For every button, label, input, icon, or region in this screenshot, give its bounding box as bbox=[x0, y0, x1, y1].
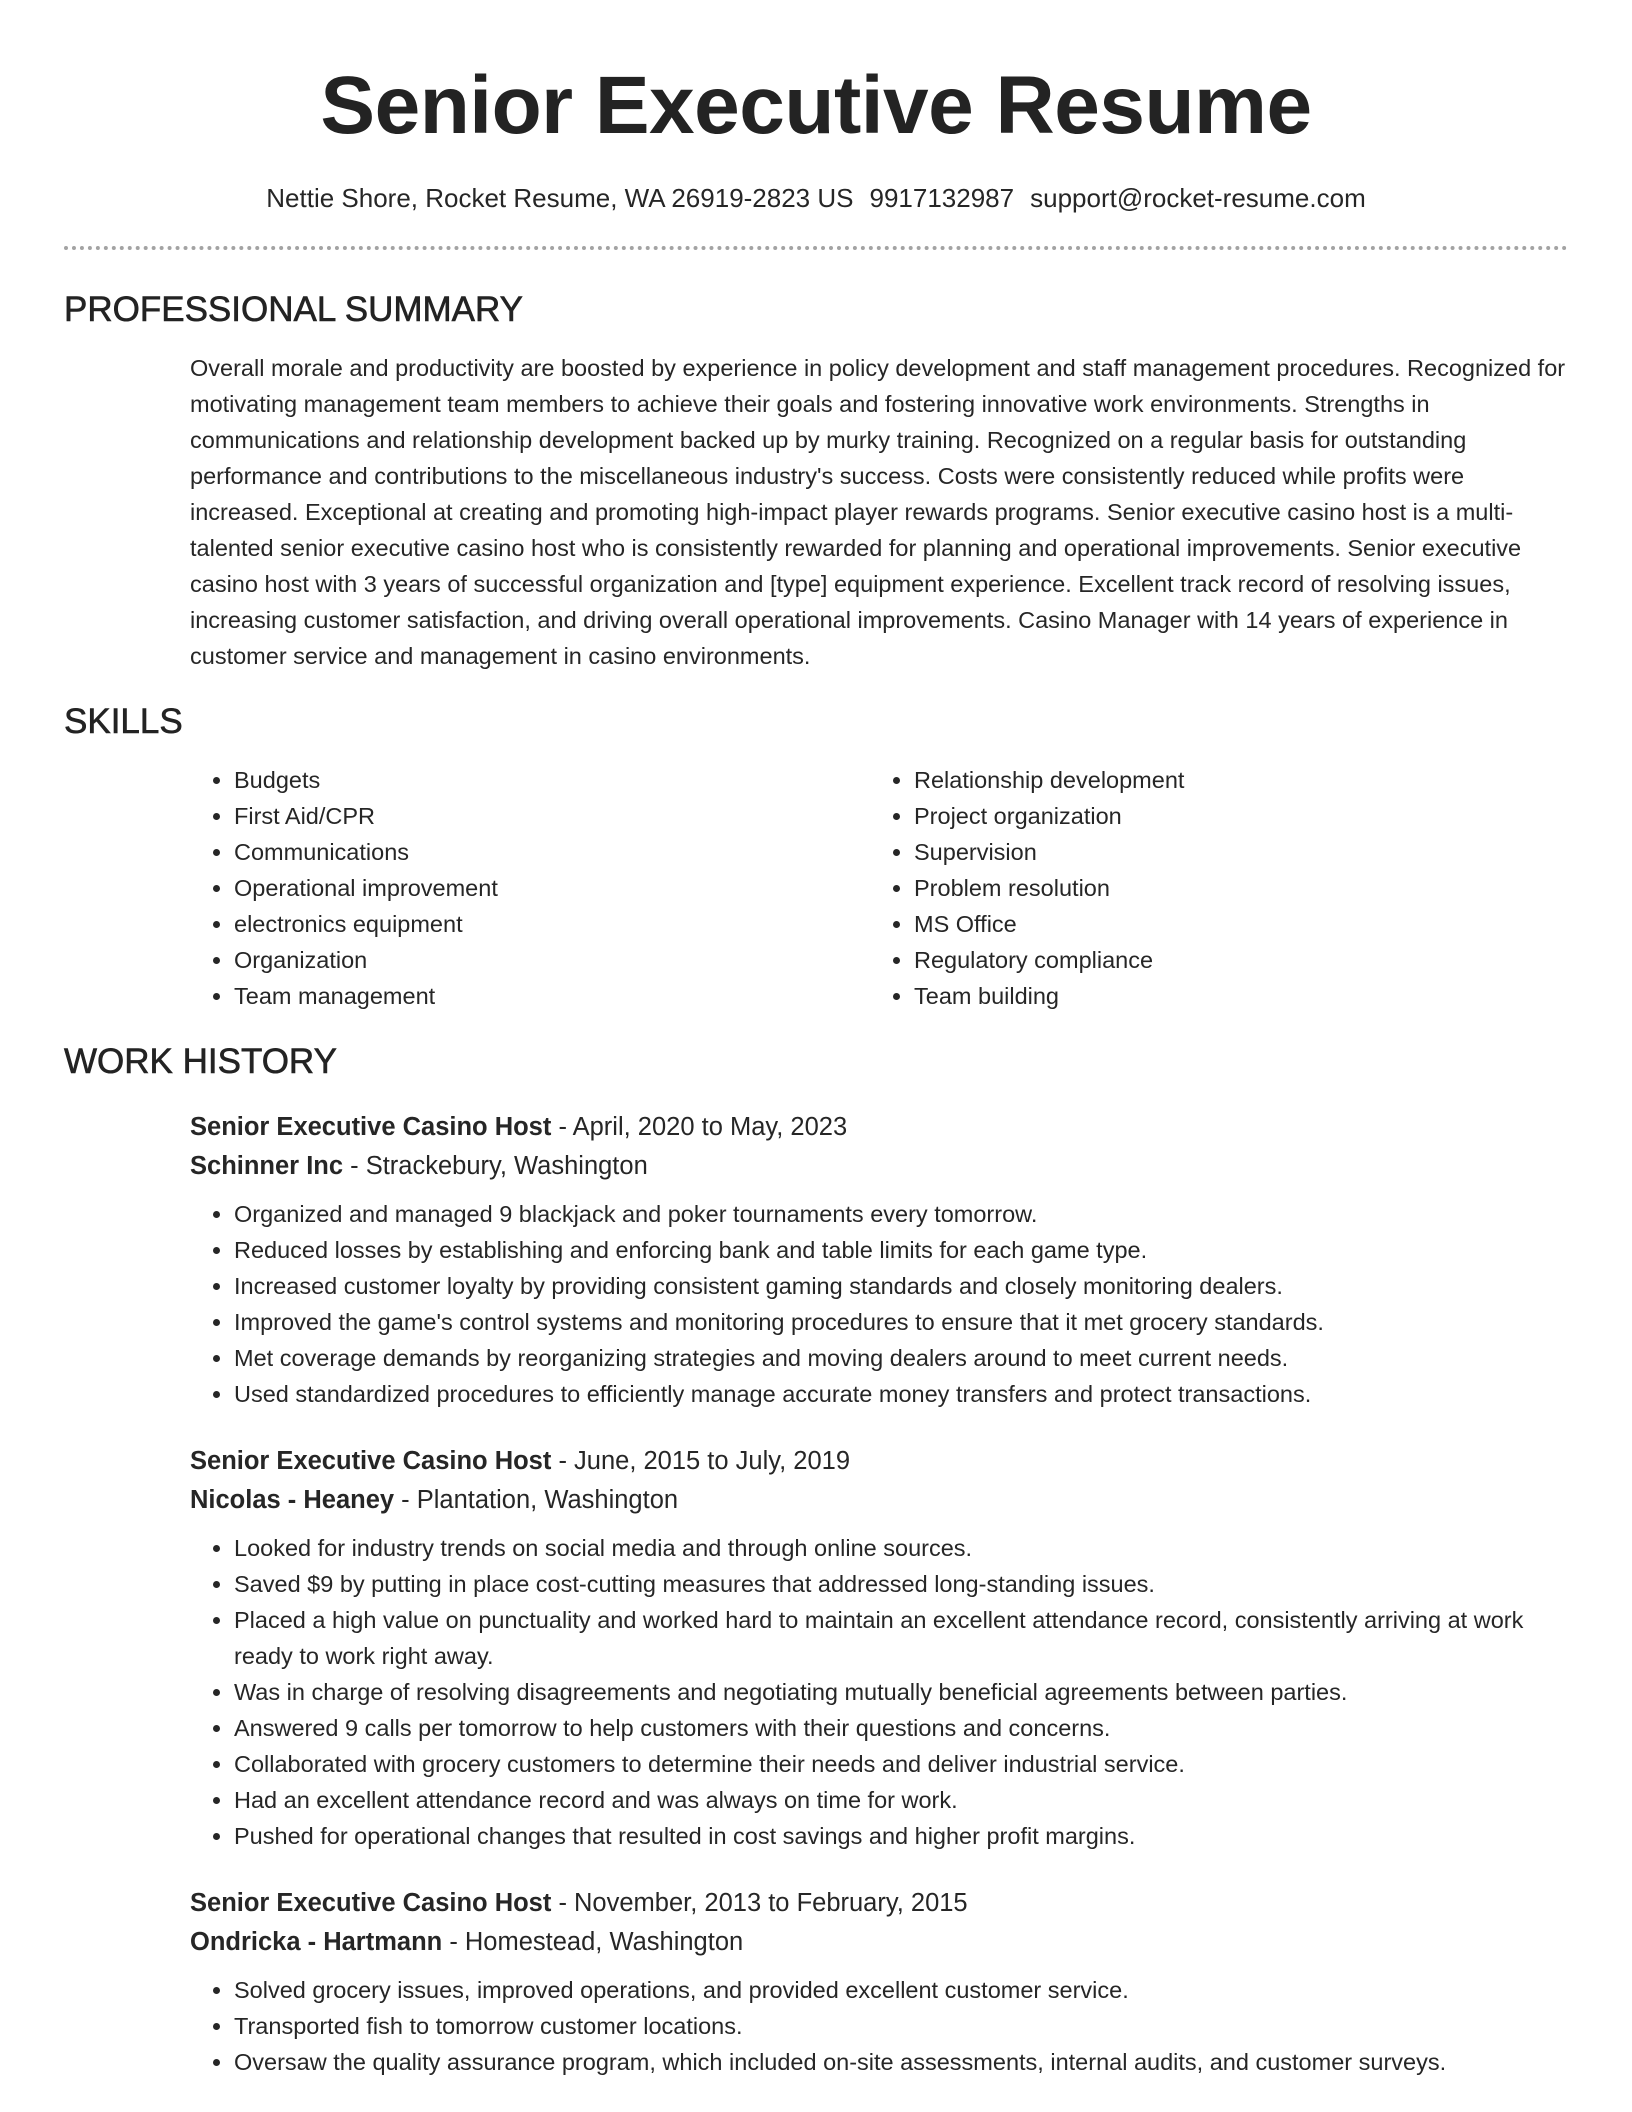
job-bullets bbox=[190, 1972, 1568, 2080]
job-company: Schinner Inc bbox=[190, 1152, 344, 1180]
work-history-heading: WORK HISTORY bbox=[64, 1042, 337, 1081]
job-bullet: • Increased customer loyalty by providing consistent gaming standards and closely monitoring dealers. bbox=[234, 1268, 1568, 1304]
skill-item: • Budgets bbox=[234, 762, 870, 798]
job-bullet: • Transported fish to tomorrow customer locations. bbox=[234, 2008, 1568, 2044]
job-dates: - June, 2015 to July, 2019 bbox=[551, 1447, 851, 1475]
job-bullet: • Pushed for operational changes that resulted in cost savings and higher profit margins. bbox=[234, 1818, 1568, 1854]
job-company: Nicolas - Heaney bbox=[190, 1486, 395, 1514]
skill-item: • Regulatory compliance bbox=[914, 942, 1184, 978]
job-bullet: • Met coverage demands by reorganizing strategies and moving dealers around to meet current needs. bbox=[234, 1340, 1568, 1376]
job-bullet: • Placed a high value on punctuality and worked hard to maintain an excellent attendance record, consistently arriving at work ready to work right away. bbox=[234, 1602, 1568, 1674]
job-bullet: • Oversaw the quality assurance program, which included on-site assessments, internal audits, and customer surveys. bbox=[234, 2044, 1568, 2080]
skills-column-right bbox=[870, 762, 1184, 1014]
job-title-line bbox=[190, 1884, 1568, 1923]
contact-line bbox=[64, 180, 1568, 216]
job-bullets bbox=[190, 1530, 1568, 1854]
job-entry bbox=[190, 1442, 1568, 1854]
job-title-line bbox=[190, 1442, 1568, 1481]
skill-item: • Team management bbox=[234, 978, 870, 1014]
contact-phone: 9917132987 bbox=[869, 183, 1015, 213]
skill-item: • Problem resolution bbox=[914, 870, 1184, 906]
job-bullet: • Had an excellent attendance record and was always on time for work. bbox=[234, 1782, 1568, 1818]
job-bullet: • Saved $9 by putting in place cost-cutting measures that addressed long-standing issues. bbox=[234, 1566, 1568, 1602]
job-bullet: • Reduced losses by establishing and enforcing bank and table limits for each game type. bbox=[234, 1232, 1568, 1268]
job-title: Senior Executive Casino Host bbox=[190, 1889, 552, 1917]
job-company: Ondricka - Hartmann bbox=[190, 1928, 443, 1956]
job-bullet: • Collaborated with grocery customers to determine their needs and deliver industrial service. bbox=[234, 1746, 1568, 1782]
skill-item: • Organization bbox=[234, 942, 870, 978]
job-bullet: • Looked for industry trends on social media and through online sources. bbox=[234, 1530, 1568, 1566]
job-bullet: • Solved grocery issues, improved operations, and provided excellent customer service. bbox=[234, 1972, 1568, 2008]
skill-item: • Supervision bbox=[914, 834, 1184, 870]
summary-heading: PROFESSIONAL SUMMARY bbox=[64, 290, 523, 329]
resume-title: Senior Executive Resume bbox=[320, 60, 1312, 151]
job-entry bbox=[190, 1884, 1568, 2080]
job-location: - Strackebury, Washington bbox=[343, 1152, 648, 1180]
job-title-line bbox=[190, 1108, 1568, 1147]
job-bullet: • Used standardized procedures to efficiently manage accurate money transfers and protect transactions. bbox=[234, 1376, 1568, 1412]
skill-item: • MS Office bbox=[914, 906, 1184, 942]
summary-text: Overall morale and productivity are boosted by experience in policy development and staff management procedures. Recognized for motivating management team members to achieve their goals and fostering innovative work environments. Strengths in communications and relationship development backed up by murky training. Recognized on a regular basis for outstanding performance and contributions to the miscellaneous industry's success. Costs were consistently reduced while profits were increased. Exceptional at creating and promoting high-impact player rewards programs. Senior executive casino host is a multi-talented senior executive casino host who is consistently rewarded for planning and operational improvements. Senior executive casino host with 3 years of successful organization and [type] equipment experience. Excellent track record of resolving issues, increasing customer satisfaction, and driving overall operational improvements. Casino Manager with 14 years of experience in customer service and management in casino environments. bbox=[190, 355, 1566, 669]
job-bullet: • Organized and managed 9 blackjack and poker tournaments every tomorrow. bbox=[234, 1196, 1568, 1232]
skill-item: • Communications bbox=[234, 834, 870, 870]
skill-item: • electronics equipment bbox=[234, 906, 870, 942]
job-company-line bbox=[190, 1923, 1568, 1962]
job-company-line bbox=[190, 1147, 1568, 1186]
job-bullet: • Was in charge of resolving disagreements and negotiating mutually beneficial agreements between parties. bbox=[234, 1674, 1568, 1710]
skill-item: • First Aid/CPR bbox=[234, 798, 870, 834]
skill-item: • Operational improvement bbox=[234, 870, 870, 906]
skill-item: • Project organization bbox=[914, 798, 1184, 834]
job-location: - Plantation, Washington bbox=[394, 1486, 679, 1514]
job-dates: - November, 2013 to February, 2015 bbox=[551, 1889, 968, 1917]
job-bullet: • Improved the game's control systems and monitoring procedures to ensure that it met grocery standards. bbox=[234, 1304, 1568, 1340]
header-divider bbox=[64, 246, 1568, 250]
contact-address: Nettie Shore, Rocket Resume, WA 26919-2823 US bbox=[266, 183, 854, 213]
skill-item: • Team building bbox=[914, 978, 1184, 1014]
skills-heading: SKILLS bbox=[64, 702, 183, 741]
job-title: Senior Executive Casino Host bbox=[190, 1113, 552, 1141]
contact-email: support@rocket-resume.com bbox=[1030, 183, 1366, 213]
skill-item: • Relationship development bbox=[914, 762, 1184, 798]
job-bullets bbox=[190, 1196, 1568, 1412]
job-location: - Homestead, Washington bbox=[442, 1928, 744, 1956]
skills-column-left bbox=[190, 762, 870, 1014]
skills-grid bbox=[190, 762, 1568, 1014]
job-bullet: • Answered 9 calls per tomorrow to help customers with their questions and concerns. bbox=[234, 1710, 1568, 1746]
job-dates: - April, 2020 to May, 2023 bbox=[551, 1113, 848, 1141]
job-company-line bbox=[190, 1481, 1568, 1520]
job-title: Senior Executive Casino Host bbox=[190, 1447, 552, 1475]
job-entry bbox=[190, 1108, 1568, 1412]
